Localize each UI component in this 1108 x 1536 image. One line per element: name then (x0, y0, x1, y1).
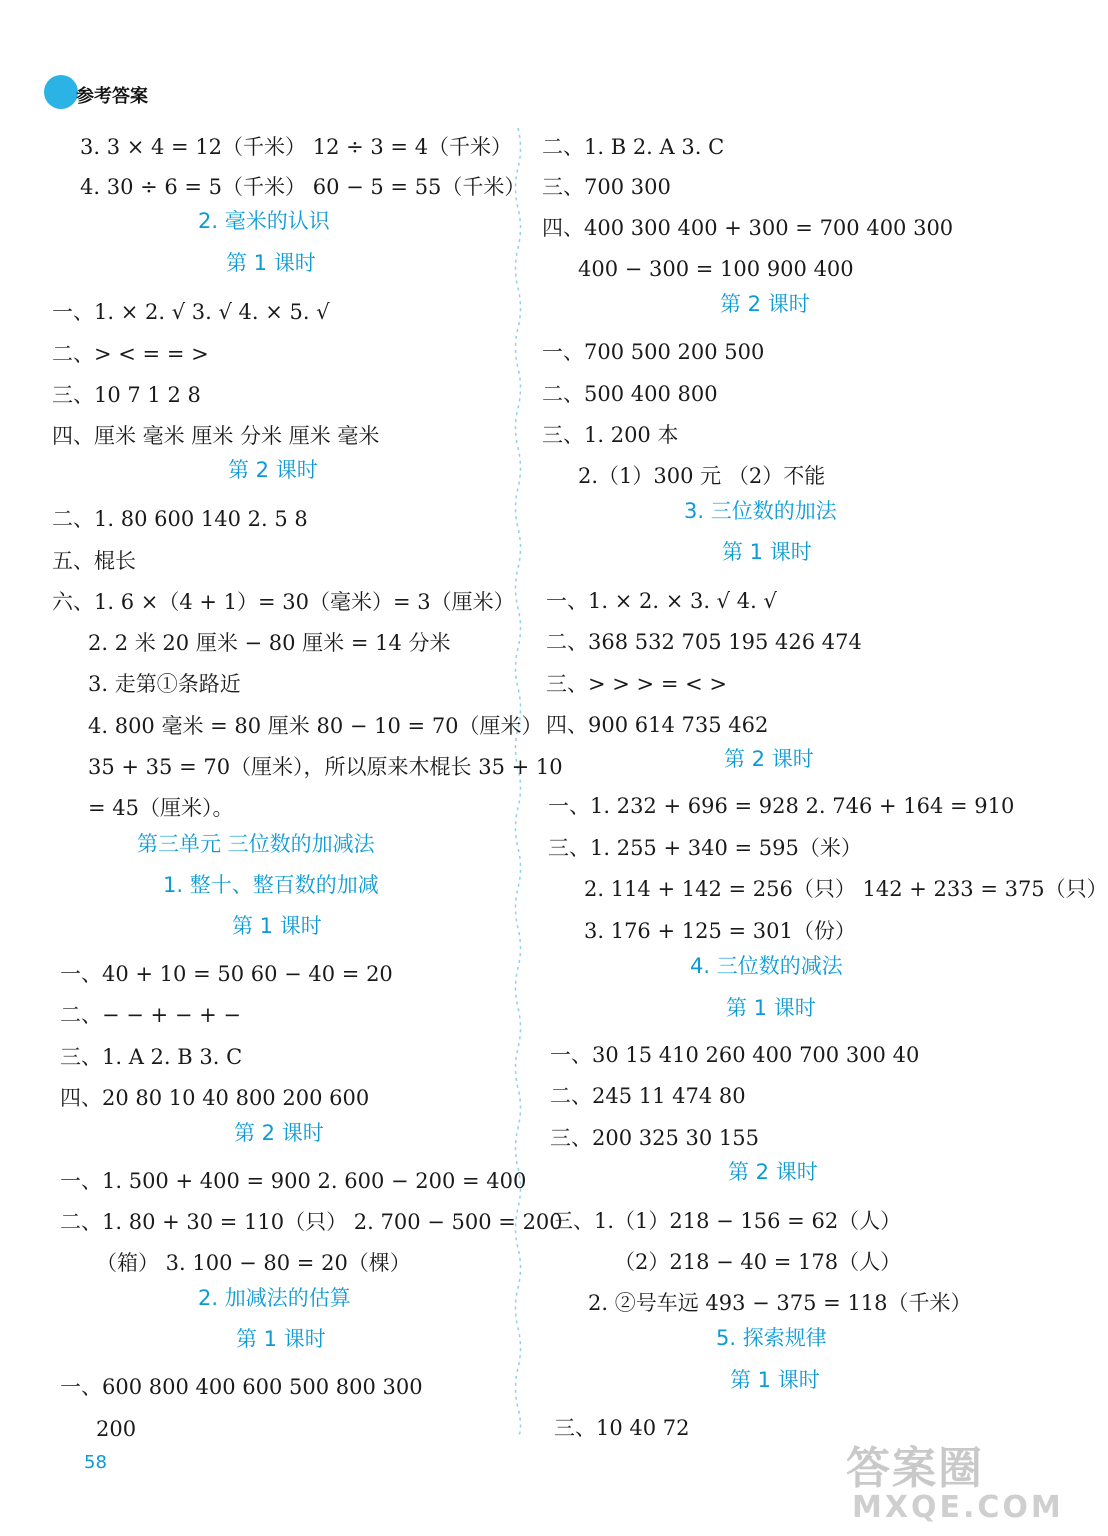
right-answer-line: 三、1.（1）218 − 156 = 62（人） (552, 1209, 902, 1233)
left-answer-line: 一、40 + 10 = 50 60 − 40 = 20 (60, 962, 393, 986)
right-section-heading: 第 2 课时 (724, 747, 814, 771)
header-circle-icon (44, 75, 78, 109)
watermark-text: 答案圈 (846, 1443, 984, 1494)
left-section-heading: 第 2 课时 (228, 458, 318, 482)
right-answer-line: 2. ②号车远 493 − 375 = 118（千米） (588, 1291, 972, 1315)
right-answer-line: 三、700 300 (542, 175, 671, 199)
right-section-heading: 3. 三位数的加法 (684, 499, 837, 523)
left-answer-line: 四、厘米 毫米 厘米 分米 厘米 毫米 (52, 424, 380, 448)
right-answer-line: 二、500 400 800 (542, 382, 718, 406)
header-title: 参考答案 (76, 86, 148, 107)
left-answer-line: 二、> < = = > (52, 342, 209, 366)
left-answer-line: （箱） 3. 100 − 80 = 20（棵） (96, 1251, 411, 1275)
left-answer-line: 五、棍长 (52, 549, 136, 573)
left-answer-line: 二、1. 80 + 30 = 110（只） 2. 700 − 500 = 200 (60, 1210, 563, 1234)
right-answer-line: 三、1. 200 本 (542, 423, 679, 447)
right-answer-line: 二、368 532 705 195 426 474 (546, 630, 862, 654)
right-answer-line: 三、1. 255 + 340 = 595（米） (548, 836, 862, 860)
left-answer-line: 一、600 800 400 600 500 800 300 (60, 1375, 423, 1399)
left-answer-line: 200 (96, 1417, 137, 1441)
left-section-heading: 2. 加减法的估算 (198, 1286, 351, 1310)
right-answer-line: 2.（1）300 元 （2）不能 (578, 464, 826, 488)
left-answer-line: 四、20 80 10 40 800 200 600 (60, 1086, 370, 1110)
watermark-url: MXQE.COM (852, 1490, 1064, 1525)
right-answer-line: 3. 176 + 125 = 301（份） (584, 919, 856, 943)
left-answer-line: 三、10 7 1 2 8 (52, 383, 201, 407)
left-answer-line: 3. 3 × 4 = 12（千米） 12 ÷ 3 = 4（千米） (80, 135, 513, 159)
page-number: 58 (84, 1452, 107, 1473)
right-section-heading: 第 2 课时 (728, 1160, 818, 1184)
left-answer-line: 35 + 35 = 70（厘米），所以原来木棍长 35 + 10 (88, 755, 563, 779)
left-answer-line: 2. 2 米 20 厘米 − 80 厘米 = 14 分米 (88, 631, 451, 655)
right-answer-line: 一、30 15 410 260 400 700 300 40 (550, 1043, 920, 1067)
right-section-heading: 第 1 课时 (730, 1368, 820, 1392)
right-section-heading: 4. 三位数的减法 (690, 954, 843, 978)
left-section-heading: 第 1 课时 (226, 251, 316, 275)
left-answer-line: 三、1. A 2. B 3. C (60, 1045, 243, 1069)
right-section-heading: 第 1 课时 (726, 996, 816, 1020)
column-divider (511, 128, 525, 1438)
left-answer-line: 3. 走第①条路近 (88, 672, 241, 696)
right-answer-line: 一、1. 232 + 696 = 928 2. 746 + 164 = 910 (548, 794, 1015, 818)
watermark-logo (846, 1432, 1064, 1532)
right-answer-line: 三、10 40 72 (554, 1416, 690, 1440)
right-answer-line: 四、900 614 735 462 (546, 713, 769, 737)
right-answer-line: 三、> > > = < > (546, 672, 727, 696)
right-answer-line: 400 − 300 = 100 900 400 (578, 257, 854, 281)
right-answer-line: （2）218 − 40 = 178（人） (614, 1250, 902, 1274)
right-section-heading: 5. 探索规律 (716, 1326, 827, 1350)
left-section-heading: 2. 毫米的认识 (198, 209, 330, 233)
left-section-heading: 第三单元 三位数的加减法 (137, 832, 375, 856)
right-answer-line: 三、200 325 30 155 (550, 1126, 759, 1150)
left-answer-line: 二、− − + − + − (60, 1003, 241, 1027)
right-section-heading: 第 2 课时 (720, 292, 810, 316)
left-answer-line: = 45（厘米）。 (88, 796, 234, 820)
left-answer-line: 六、1. 6 ×（4 + 1）= 30（毫米）= 3（厘米） (52, 590, 515, 614)
left-answer-line: 一、1. 500 + 400 = 900 2. 600 − 200 = 400 (60, 1169, 527, 1193)
right-section-heading: 第 1 课时 (722, 540, 812, 564)
right-answer-line: 二、1. B 2. A 3. C (542, 135, 725, 159)
right-answer-line: 二、245 11 474 80 (550, 1084, 746, 1108)
left-section-heading: 第 1 课时 (232, 914, 322, 938)
right-answer-line: 2. 114 + 142 = 256（只） 142 + 233 = 375（只） (584, 877, 1108, 901)
left-section-heading: 第 1 课时 (236, 1327, 326, 1351)
left-answer-line: 一、1. × 2. √ 3. √ 4. × 5. √ (52, 300, 330, 324)
left-section-heading: 1. 整十、整百数的加减 (163, 873, 379, 897)
right-answer-line: 四、400 300 400 + 300 = 700 400 300 (542, 216, 954, 240)
right-answer-line: 一、1. × 2. × 3. √ 4. √ (546, 589, 777, 613)
left-section-heading: 第 2 课时 (234, 1121, 324, 1145)
left-answer-line: 二、1. 80 600 140 2. 5 8 (52, 507, 308, 531)
right-answer-line: 一、700 500 200 500 (542, 340, 765, 364)
left-answer-line: 4. 800 毫米 = 80 厘米 80 − 10 = 70（厘米） (88, 714, 543, 738)
left-answer-line: 4. 30 ÷ 6 = 5（千米） 60 − 5 = 55（千米） (80, 175, 526, 199)
